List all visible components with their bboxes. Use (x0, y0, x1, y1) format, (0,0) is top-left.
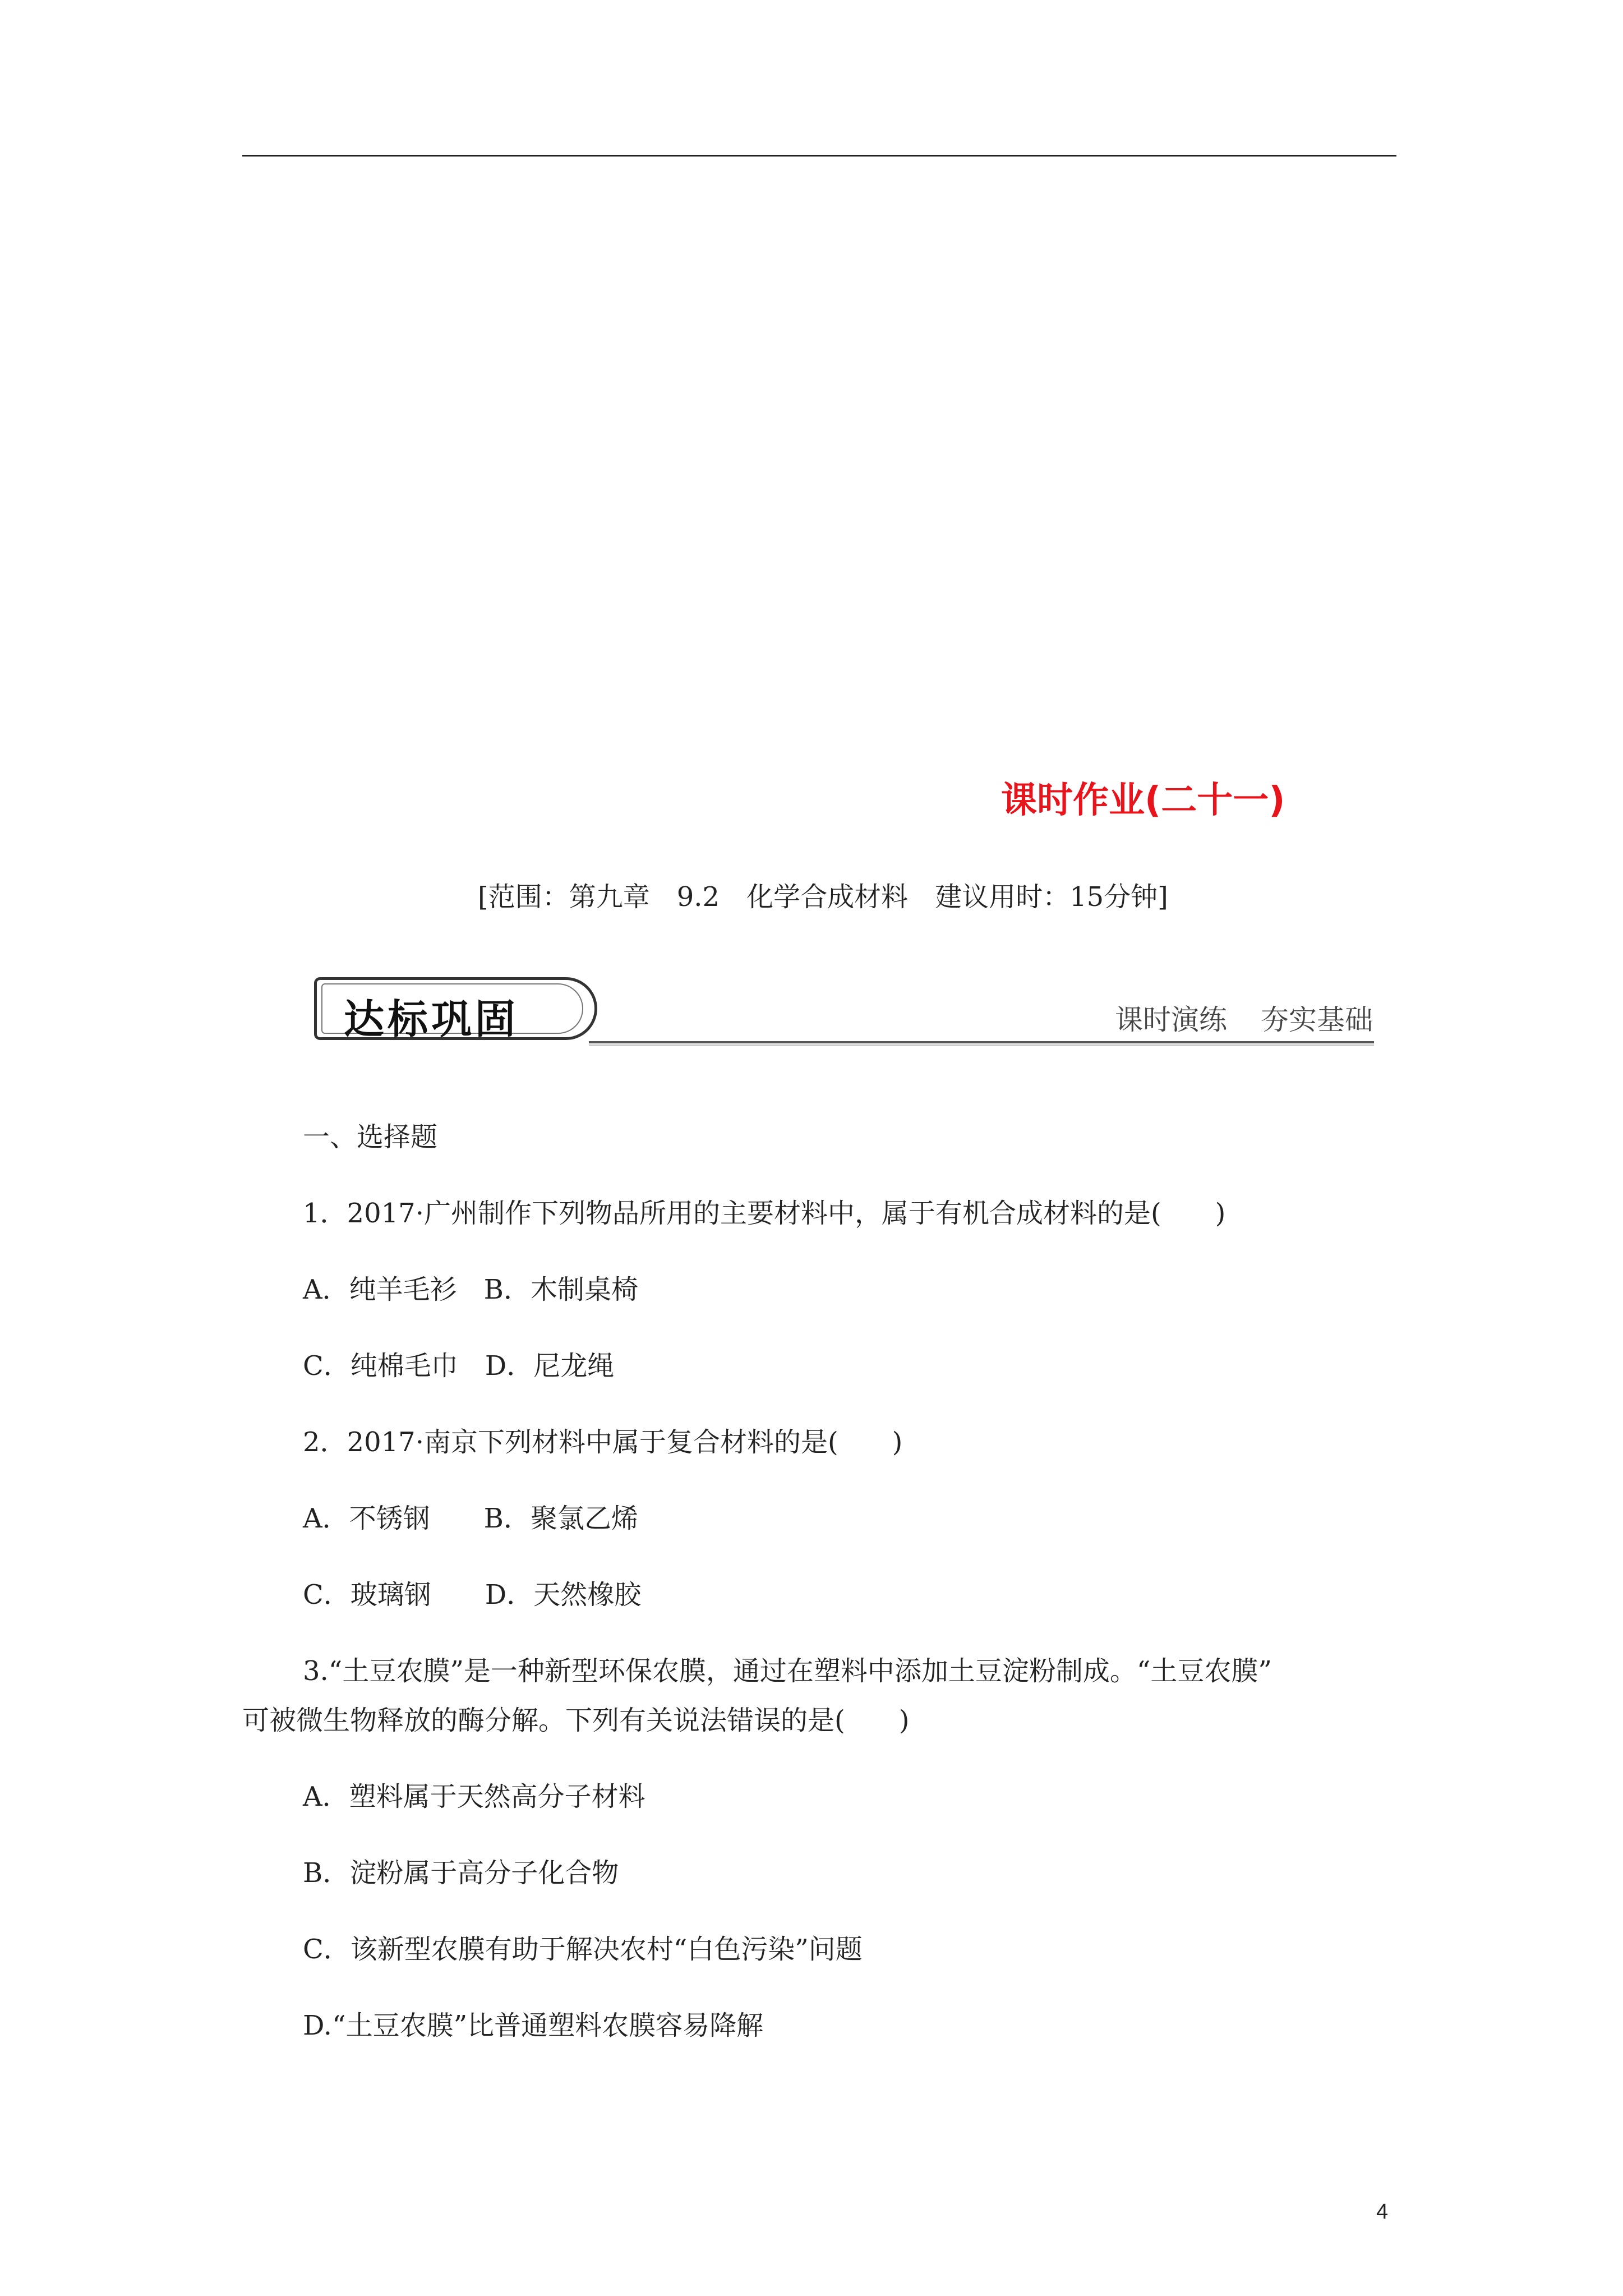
page-number: 4 (1376, 2200, 1389, 2224)
badge-label: 达标巩固 (344, 996, 519, 1043)
q3-option-c: C．该新型农膜有助于解决农村“白色污染”问题 (303, 1934, 863, 1965)
q1-options-row2: C．纯棉毛巾 D．尼龙绳 (303, 1350, 615, 1382)
banner-slogan (1115, 997, 1373, 1038)
banner-underline (589, 1041, 1374, 1043)
q2-options-row2: C．玻璃钢 D．天然橡胶 (303, 1579, 642, 1611)
slogan-part-2: 夯实基础 (1261, 1004, 1373, 1036)
q3-stem-line2: 可被微生物释放的酶分解。下列有关说法错误的是( ) (242, 1705, 910, 1736)
q2-stem: 2．2017·南京下列材料中属于复合材料的是( ) (303, 1427, 903, 1458)
section-banner (314, 975, 1374, 1048)
scope-line: [范围：第九章 9.2 化学合成材料 建议用时：15分钟] (478, 881, 1168, 913)
q1-stem: 1．2017·广州制作下列物品所用的主要材料中，属于有机合成材料的是( ) (303, 1198, 1226, 1229)
section-heading: 一、选择题 (303, 1121, 438, 1153)
q3-option-b: B．淀粉属于高分子化合物 (303, 1857, 619, 1889)
homework-title: 课时作业(二十一) (1001, 780, 1285, 821)
banner-badge (314, 977, 597, 1043)
q3-stem-line1: 3.“土豆农膜”是一种新型环保农膜，通过在塑料中添加土豆淀粉制成。“土豆农膜” (303, 1655, 1272, 1687)
q1-options-row1: A．纯羊毛衫 B．木制桌椅 (303, 1274, 638, 1305)
banner-underline-shadow (589, 1045, 1374, 1046)
q2-options-row1: A．不锈钢 B．聚氯乙烯 (303, 1503, 638, 1534)
slogan-part-1: 课时演练 (1115, 1004, 1227, 1036)
q3-option-a: A．塑料属于天然高分子材料 (303, 1781, 645, 1812)
header-rule (242, 155, 1396, 157)
q3-option-d: D.“土豆农膜”比普通塑料农膜容易降解 (303, 2010, 764, 2041)
